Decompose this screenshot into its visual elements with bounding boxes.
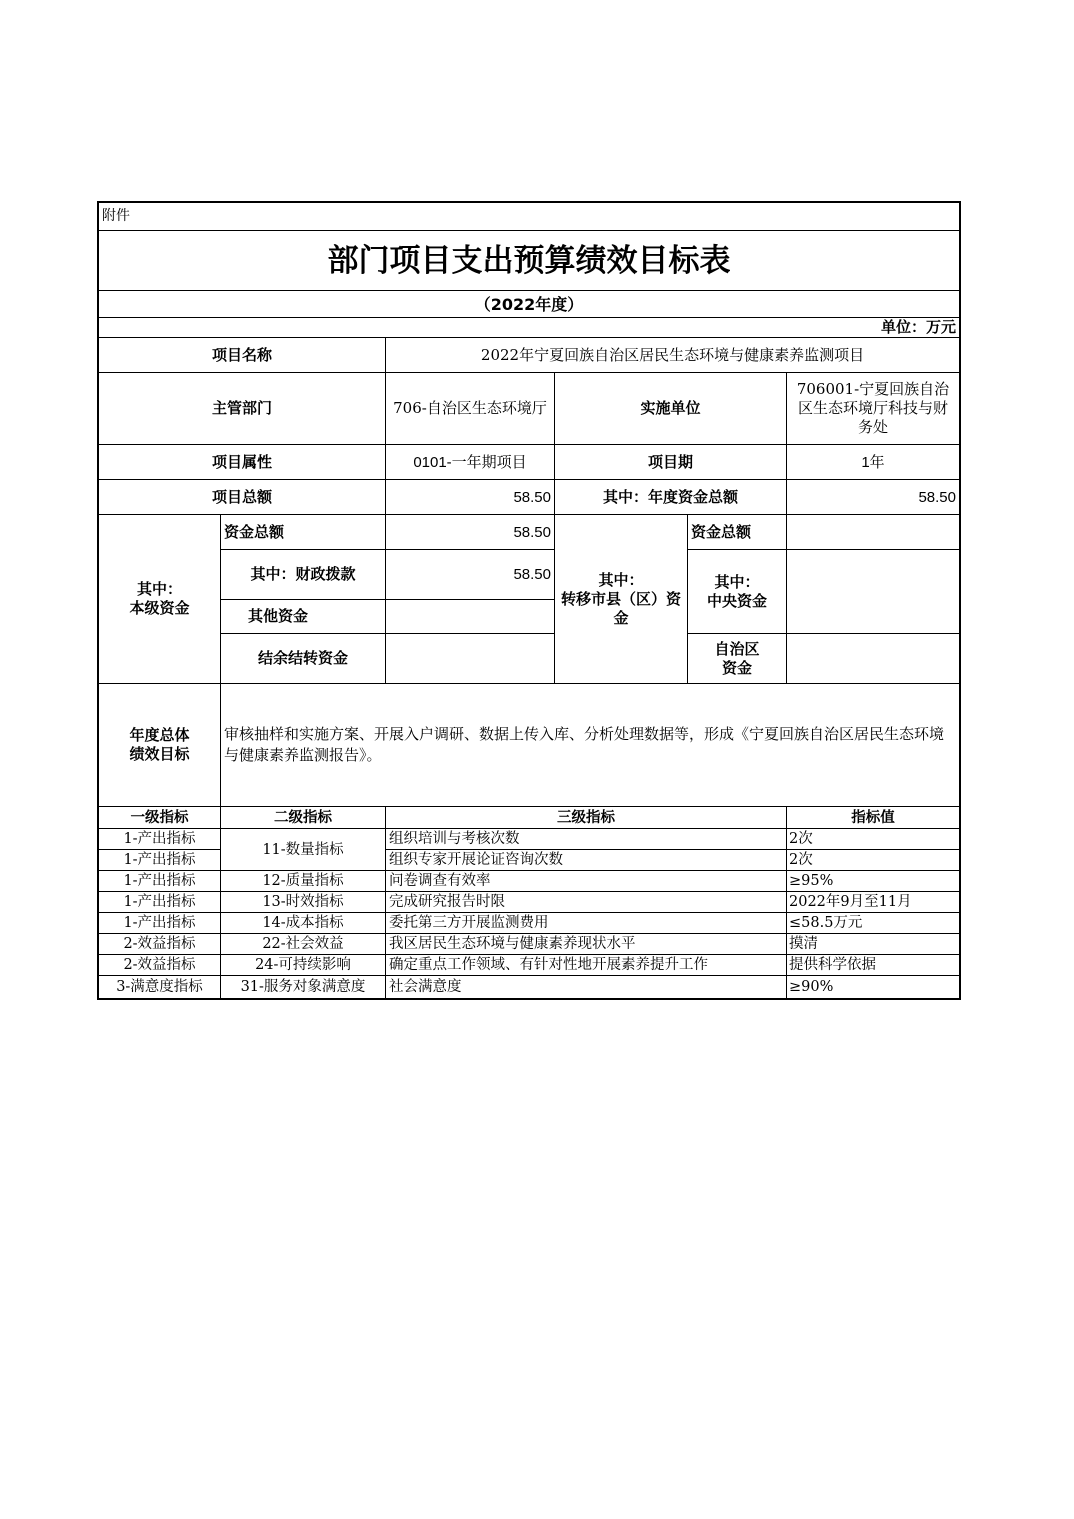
level3-text: 委托第三方开展监测费用 (389, 915, 549, 931)
project-name-value: 2022年宁夏回族自治区居民生态环境与健康素养监测项目 (480, 345, 865, 364)
attr-label-cell (98, 444, 386, 480)
transfer-funds-label-cell (554, 514, 688, 684)
attr-value: 0101-一年期项目 (413, 453, 527, 471)
local-funds-label (129, 580, 189, 618)
level2-text: 22-社会效益 (262, 936, 344, 952)
indicator-header-level1 (98, 806, 221, 829)
transfer-funds-label (558, 571, 684, 628)
goal-text-cell (220, 683, 960, 807)
transfer-total-value-cell (786, 514, 960, 550)
performance-target-table (98, 202, 960, 999)
table-row-level3 (385, 912, 787, 934)
unit-cell (98, 317, 960, 338)
attachment-label-cell (98, 202, 960, 231)
level3-text: 社会满意度 (389, 979, 462, 995)
table-row-level1 (98, 912, 221, 934)
central-funds-label (707, 573, 767, 611)
period-value-cell (786, 444, 960, 480)
indicator-header-level3 (385, 806, 787, 829)
period-value: 1年 (861, 453, 885, 471)
level2-text: 13-时效指标 (262, 894, 344, 910)
value-text: ≤58.5万元 (789, 915, 863, 931)
table-row-level3 (385, 828, 787, 850)
dept-value-cell (385, 372, 555, 445)
local-total-label-cell (220, 514, 386, 550)
level1-text: 1-产出指标 (123, 915, 196, 931)
indicator-header-value (786, 806, 960, 829)
table-row-level2 (220, 870, 386, 892)
table-row-level1 (98, 891, 221, 913)
table-row-level3 (385, 954, 787, 976)
level2-text: 31-服务对象满意度 (240, 979, 366, 995)
table-row-value (786, 912, 960, 934)
unit-label: 单位：万元 (880, 318, 956, 336)
value-text: ≥90% (789, 979, 834, 995)
table-row-level1 (98, 828, 221, 850)
annual-label: 其中：年度资金总额 (602, 487, 738, 506)
level2-text: 11-数量指标 (262, 841, 344, 858)
value-text: 摸清 (789, 936, 818, 952)
level1-text: 2-效益指标 (123, 936, 196, 952)
dept-label: 主管部门 (211, 399, 272, 417)
project-name-label-cell (98, 337, 386, 373)
impl-label-cell (554, 372, 787, 445)
period-label-cell (554, 444, 787, 480)
annual-value-cell (786, 479, 960, 515)
table-row-level1 (98, 849, 221, 871)
level2-text: 24-可持续影响 (255, 957, 351, 973)
fiscal-year: （2022年度） (474, 294, 584, 314)
level1-text: 2-效益指标 (123, 957, 196, 973)
dept-value: 706-自治区生态环境厅 (393, 399, 547, 417)
value-text: 2次 (789, 852, 813, 868)
total-value-cell (385, 479, 555, 515)
local-funds-label-line1: 其中： (136, 580, 182, 598)
annual-value: 58.50 (918, 488, 956, 506)
impl-label: 实施单位 (640, 399, 701, 417)
fiscal-value-cell (385, 549, 555, 600)
table-row-level2 (220, 828, 386, 871)
total-value: 58.50 (513, 488, 551, 506)
table-row-level2 (220, 975, 386, 999)
attr-value-cell (385, 444, 555, 480)
attachment-label: 附件 (102, 208, 130, 224)
level3-text: 组织培训与考核次数 (389, 831, 520, 847)
table-row-level2 (220, 933, 386, 955)
table-row-value (786, 828, 960, 850)
carryover-label-cell (220, 633, 386, 684)
goal-label-line2: 绩效目标 (129, 745, 190, 763)
level2-text: 14-成本指标 (262, 915, 344, 931)
table-row-level1 (98, 870, 221, 892)
table-row-value (786, 975, 960, 999)
other-funds-value-cell (385, 599, 555, 634)
impl-value-cell (786, 372, 960, 445)
level3-text: 我区居民生态环境与健康素养现状水平 (389, 936, 636, 952)
table-row-level1 (98, 933, 221, 955)
local-funds-label-cell (98, 514, 221, 684)
local-total-label: 资金总额 (224, 522, 285, 541)
project-name-label: 项目名称 (211, 345, 272, 364)
table-row-level3 (385, 933, 787, 955)
table-row-level1 (98, 975, 221, 999)
period-label: 项目期 (647, 452, 693, 471)
table-row-value (786, 933, 960, 955)
central-funds-label-line2: 中央资金 (706, 591, 767, 610)
local-total-value: 58.50 (513, 523, 551, 541)
region-funds-value-cell (786, 633, 960, 684)
level1-text: 1-产出指标 (123, 852, 196, 868)
value-text: 2022年9月至11月 (789, 894, 912, 910)
dept-label-cell (98, 372, 386, 445)
page-title: 部门项目支出预算绩效目标表 (327, 242, 731, 279)
total-label-cell (98, 479, 386, 515)
impl-value: 706001-宁夏回族自治区生态环境厅科技与财务处 (796, 380, 950, 436)
title-cell (98, 230, 960, 291)
transfer-total-label-cell (687, 514, 787, 550)
indicator-header-level2 (220, 806, 386, 829)
level3-text: 完成研究报告时限 (389, 894, 505, 910)
value-text: 提供科学依据 (789, 957, 876, 973)
level3-text: 确定重点工作领域、有针对性地开展素养提升工作 (389, 957, 708, 973)
central-funds-label-cell (687, 549, 787, 634)
transfer-funds-label-line1: 其中： (598, 570, 644, 589)
level1-text: 1-产出指标 (123, 873, 196, 889)
total-label: 项目总额 (211, 487, 272, 506)
local-funds-label-line2: 本级资金 (129, 599, 190, 617)
transfer-funds-label-line2: 转移市县（区）资金 (560, 589, 681, 627)
table-row-value (786, 954, 960, 976)
carryover-label: 结余结转资金 (257, 649, 348, 667)
header-level1-text: 一级指标 (130, 809, 189, 826)
table-row-level2 (220, 891, 386, 913)
region-funds-label: 自治区资金 (714, 639, 760, 677)
level3-text: 问卷调查有效率 (389, 873, 491, 889)
goal-label (129, 726, 189, 764)
goal-label-line1: 年度总体 (129, 726, 190, 744)
transfer-total-label: 资金总额 (691, 522, 752, 541)
carryover-value-cell (385, 633, 555, 684)
goal-text: 审核抽样和实施方案、开展入户调研、数据上传入库、分析处理数据等，形成《宁夏回族自治区居民生态环境与健康素养监测报告》。 (224, 725, 945, 764)
annual-label-cell (554, 479, 787, 515)
table-row-level3 (385, 891, 787, 913)
table-row-level3 (385, 870, 787, 892)
value-text: ≥95% (789, 873, 834, 889)
table-row-level2 (220, 912, 386, 934)
fiscal-label-cell (220, 549, 386, 600)
table-row-value (786, 849, 960, 871)
table-row-level1 (98, 954, 221, 976)
project-name-value-cell (385, 337, 960, 373)
level2-text: 12-质量指标 (262, 873, 344, 889)
header-value-text: 指标值 (851, 809, 895, 826)
header-level3-text: 三级指标 (557, 809, 615, 826)
table-row-level3 (385, 849, 787, 871)
level1-text: 3-满意度指标 (116, 979, 203, 995)
table-row-value (786, 891, 960, 913)
header-level2-text: 二级指标 (274, 809, 332, 826)
fiscal-value: 58.50 (513, 566, 551, 583)
attr-label: 项目属性 (211, 452, 272, 471)
level3-text: 组织专家开展论证咨询次数 (389, 852, 563, 868)
level1-text: 1-产出指标 (123, 894, 196, 910)
local-total-value-cell (385, 514, 555, 550)
table-row-level2 (220, 954, 386, 976)
value-text: 2次 (789, 831, 813, 847)
other-funds-label-cell (220, 599, 386, 634)
other-funds-label: 其他资金 (248, 607, 309, 625)
central-funds-label-line1: 其中： (714, 572, 760, 591)
region-funds-label-cell (687, 633, 787, 684)
fiscal-label: 其中：财政拨款 (250, 565, 356, 583)
level1-text: 1-产出指标 (123, 831, 196, 847)
central-funds-value-cell (786, 549, 960, 634)
table-row-value (786, 870, 960, 892)
goal-label-cell (98, 683, 221, 807)
year-cell (98, 290, 960, 318)
table-row-level3 (385, 975, 787, 999)
